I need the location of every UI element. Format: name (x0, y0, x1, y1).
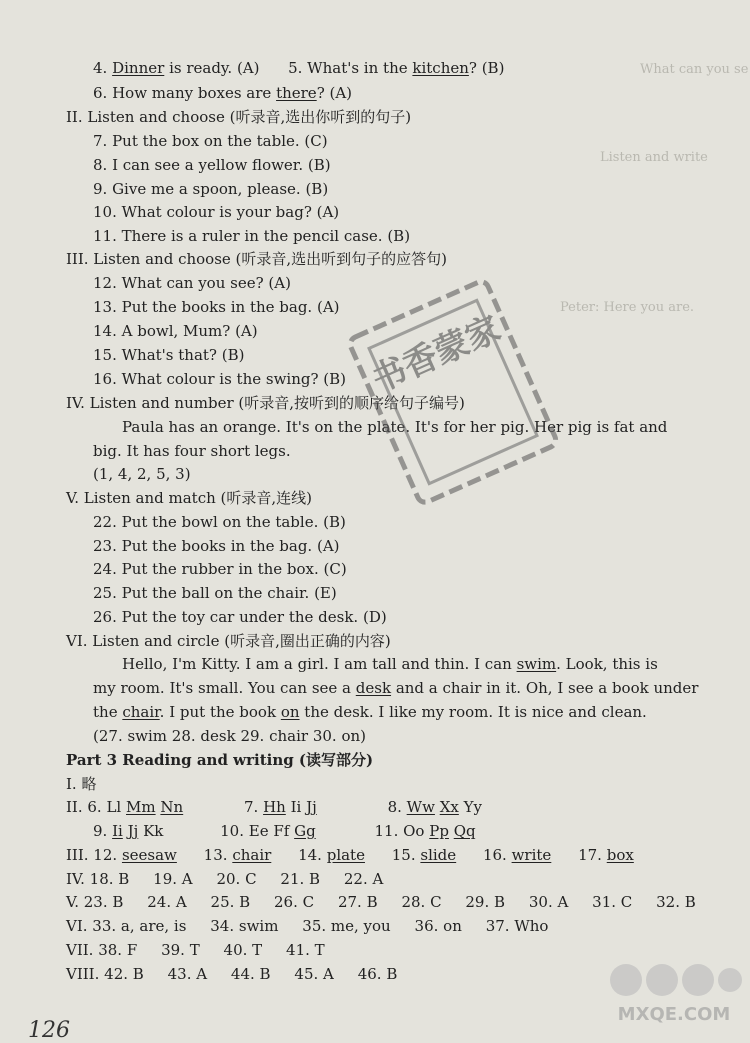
answer-line: 4. Dinner is ready. (A) 5. What's in the kitchen? (B) (93, 59, 505, 77)
answer-line: V. 23. B 24. A 25. B 26. C 27. B 28. C 29. B 30. A 31. C 32. B (66, 893, 696, 911)
answer-line: 14. A bowl, Mum? (A) (93, 322, 258, 340)
passage-line: Hello, I'm Kitty. I am a girl. I am tall and thin. I can swim. Look, this is (122, 655, 658, 673)
answer-line: IV. 18. B 19. A 20. C 21. B 22. A (66, 870, 384, 888)
passage-line: Paula has an orange. It's on the plate. It's for her pig. Her pig is fat and (122, 418, 668, 436)
answer-line: 7. Put the box on the table. (C) (93, 132, 328, 150)
answer-line: 6. How many boxes are there? (A) (93, 84, 353, 102)
answer-line: 9. Ii Jj Kk 10. Ee Ff Gg 11. Oo Pp Qq (93, 822, 476, 840)
passage-line: big. It has four short legs. (93, 442, 291, 460)
answer-line: 9. Give me a spoon, please. (B) (93, 180, 329, 198)
answer-line: 11. There is a ruler in the pencil case. (B) (93, 227, 411, 245)
svg-text:书香蒙家: 书香蒙家 (366, 308, 507, 401)
answer-line: 13. Put the books in the bag. (A) (93, 298, 340, 316)
section-heading: VI. Listen and circle (听录音,圈出正确的内容) (66, 632, 391, 650)
passage-line: my room. It's small. You can see a desk and a chair in it. Oh, I see a book under (93, 679, 699, 697)
answer-line: II. 6. Ll Mm Nn 7. Hh Ii Jj 8. Ww Xx Yy (66, 798, 483, 816)
answer-line: 8. I can see a yellow flower. (B) (93, 156, 331, 174)
section-heading: V. Listen and match (听录音,连线) (66, 489, 313, 507)
answer-line: 12. What can you see? (A) (93, 274, 291, 292)
svg-text:MXQE.COM: MXQE.COM (617, 1004, 731, 1025)
answer-line: 25. Put the ball on the chair. (E) (93, 584, 337, 602)
section-heading: IV. Listen and number (听录音,按听到的顺序给句子编号) (66, 394, 465, 412)
page-number: 126 (28, 1018, 70, 1043)
passage-line: the chair. I put the book on the desk. I like my room. It is nice and clean. (93, 703, 647, 721)
answer-line: 15. What's that? (B) (93, 346, 245, 364)
part-heading: Part 3 Reading and writing (读写部分) (66, 751, 374, 769)
answer-line: 23. Put the books in the bag. (A) (93, 537, 340, 555)
stamp-seal (335, 266, 572, 518)
bleed-through-text: What can you se (640, 62, 749, 77)
bleed-through-text: Listen and write (600, 150, 708, 165)
answer-line: 16. What colour is the swing? (B) (93, 370, 347, 388)
answer-line: 24. Put the rubber in the box. (C) (93, 560, 347, 578)
answer-line: (1, 4, 2, 5, 3) (93, 465, 191, 483)
answer-line: VI. 33. a, are, is 34. swim 35. me, you 36. on 37. Who (66, 917, 549, 935)
answer-line: I. 略 (66, 775, 97, 793)
answer-line: III. 12. seesaw 13. chair 14. plate 15. slide 16. write 17. box (66, 846, 634, 864)
answer-line: VII. 38. F 39. T 40. T 41. T (66, 941, 325, 959)
answer-line: 10. What colour is your bag? (A) (93, 203, 340, 221)
answer-line: VIII. 42. B 43. A 44. B 45. A 46. B (66, 965, 398, 983)
section-heading: III. Listen and choose (听录音,选出听到句子的应答句) (66, 250, 448, 268)
section-heading: II. Listen and choose (听录音,选出你听到的句子) (66, 108, 412, 126)
bleed-through-text: Peter: Here you are. (560, 300, 695, 315)
answer-line: 26. Put the toy car under the desk. (D) (93, 608, 387, 626)
answer-line: 22. Put the bowl on the table. (B) (93, 513, 346, 531)
answer-line: (27. swim 28. desk 29. chair 30. on) (93, 727, 366, 745)
site-watermark (604, 958, 744, 1028)
